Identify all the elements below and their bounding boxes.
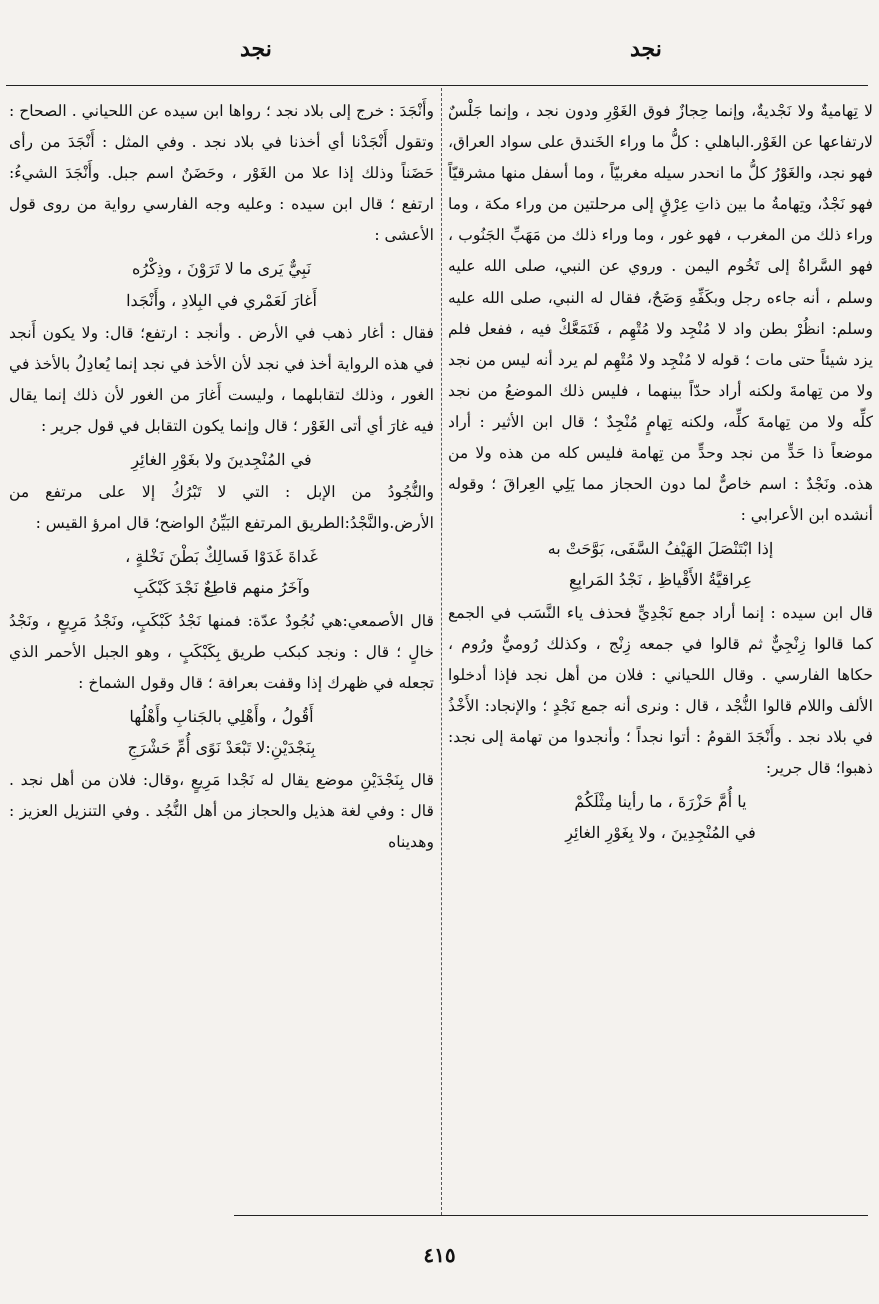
paragraph: قال بِنَجْدَيْنِ موضع يقال له نَجْدا مَرِيعٍ ،وقال: فلان من أهل نجد . قال : وفي لغة هذيل والحجاز من أهل النُّجُد . وفي التنزيل العزيز : وهديناه <box>9 770 434 852</box>
header-right: نجد <box>630 36 662 62</box>
header-left: نجد <box>240 36 272 62</box>
verse <box>448 786 873 848</box>
left-column <box>9 96 434 858</box>
column-separator <box>441 88 442 1215</box>
page-number: ٤١٥ <box>423 1243 456 1267</box>
verse-line: وآخَرُ منهم قاطِعٌ نَجْدَ كَبْكَبِ <box>133 578 310 598</box>
verse-line: نَبِيٌّ يَرى ما لا تَرَوْنَ ، وذِكْرُه <box>131 259 312 279</box>
verse <box>448 533 873 595</box>
verse <box>9 541 434 603</box>
paragraph: قال ابن سيده : إنما أراد جمع نَجْدِيٍّ فحذف ياء النَّسَب في الجمع كما قالوا زِنْجِيٌّ ثم قالوا في جمعه زِنْج ، وكذلك رُوميٌّ ورُوم ، حكاها الفارسي . وقال اللحياني : فلان من أهل نجد فإذا أدخلوا الألف واللام قالوا النُّجْد ، قال : ونرى أنه جمع نَجْدٍ ؛ والإنجاد: الأَخْذُ في بلاد نجد . وأَنْجَدَ القومُ : أتوا نجداً ؛ وأنجدوا من تهامة إلى نجد: ذهبوا؛ قال جرير: <box>448 603 873 777</box>
verse-line: إذا ابْتَنْصَلَ الهَيْفُ السَّفَى، بَوَّحَتْ به <box>547 539 774 559</box>
paragraph: والنُّجُودُ من الإبل : التي لا تَبْرُكُ إلا على مرتفع من الأرض.والنَّجْدُ:الطريق المرتفع البَيِّنُ الواضح؛ قال امرؤ القيس : <box>9 483 434 533</box>
verse-line: غَداةَ غَدَوْا فَسالِكٌ بَطْنَ نَخْلةٍ ، <box>125 547 318 567</box>
verse-line: في المُنْجِدينَ ولا بغَوْرِ الغائِرِ <box>131 450 312 470</box>
verse-line: أَغارَ لَعَمْري في البِلادِ ، وأَنْجَدا <box>126 290 317 310</box>
verse <box>9 253 434 315</box>
verse-line: عِراقيَّةُ الأَقْياظِ ، نَجْدُ المَرابِعِ <box>568 570 753 590</box>
verse <box>9 701 434 763</box>
verse <box>9 444 434 475</box>
paragraph: قال الأصمعي:هي نُجُودٌ عدّة: فمنها نَجْدُ كَبْكَبٍ، ونَجْدُ مَرِيعٍ ، ونَجْدُ خالٍ ؛ قال : ونجد كبكب طريق بِكَبْكَبٍ ، وهو الجبل الأحمر الذي تجعله في ظهرك إذا وقفت بعرافة ؛ قال وقول الشماخ : <box>9 611 434 692</box>
verse-line: أَقُولُ ، وأَهْلِي بالجَنابِ وأَهْلُها <box>129 706 314 726</box>
verse-line: بِنَجْدَيْنِ:لا تَبْعَدْ نَوًى أُمِّ حَشْرَجِ <box>127 737 316 757</box>
verse-line: يا أُمَّ حَزْرَةَ ، ما رأينا مِثْلَكُمْ <box>574 792 747 812</box>
paragraph: لا تِهاميةٌ ولا نَجْديةٌ، وإنما حِجازٌ فوق الغَوْرِ ودون نجد ، وإنما جَلْسٌ لارتفاعها عن الغَوْر.الباهلي : كلُّ ما وراء الخَندق على سواد العراق، فهو نجد، والغَوْرُ كلُّ ما انحدر سيله مغربيّاً ، وما أسفل منها مشرقيّاً فهو نَجْدٌ، وتِهامةُ ما بين ذاتِ عِرْقٍ إلى مرحلتين من وراء مكة ، وما وراء ذلك من المغرب ، فهو غور ، وما وراء ذلك من مَهَبِّ الجَنُوب ، فهو السَّراةُ إلى تَخُوم اليمن . وروي عن النبي، صلى الله عليه وسلم ، أنه جاءه رجل وبكَفِّهِ وَضَحٌ، فقال له النبي، صلى الله عليه وسلم: انظُرْ بطن واد لا مُنْجِد ولا مُتْهِم ، فَتَمَعَّكْ فيه ، ففعل فلم يزد شيئاً حتى مات ؛ قوله لا مُنْجِد ولا مُتْهِم لم يرد أنه ليس من نجد ولا من تِهامةَ ولكنه أراد حدّاً بينهما ، فليس ذلك الموضعُ من نجد كلِّه ولا من تِهامةَ كلِّه، ولكنه تِهامٍ مُنْجِدٌ ؛ قال ابن الأثير : أراد موضعاً ذا حَدٍّ من نجد وحدٍّ من تِهامة فليس كله من هذه ولا من هذه. ونَجْدٌ : اسم خاصٌّ لما دون الحجاز مما يَلِي العِراقَ ؛ وقوله أنشده ابن الأعرابي : <box>448 102 873 525</box>
paragraph: فقال : أغار ذهب في الأرض . وأنجد : ارتفع؛ قال: ولا يكون أَنجد في هذه الرواية أخذ في نجد لأن الأخذ في نجد إنما يُعادِلُ بالأخذ في الغور ، وذلك لتقابلهما ، وليست أَغارَ من الغور لأن ذلك إنما يقال فيه غارَ أي أتى الغَوْر ؛ قال وإنما يكون التقابل في قول جرير : <box>9 323 434 435</box>
verse-line: في المُنْجِدِينَ ، ولا بِغَوْرِ الغائِرِ <box>565 823 756 843</box>
paragraph: وأَنْجَدَ : خرج إلى بلاد نجد ؛ رواها ابن سيده عن اللحياني . الصحاح : وتقول أَنْجَدْنا أي أخذنا في بلاد نجد . وفي المثل : أَنْجَدَ من رأى حَضَناً وذلك إذا علا من الغَوْر ، وحَضَنٌ اسم جبل. وأَنْجَدَ الشيءُ: ارتفع ؛ قال ابن سيده : وعليه وجه الفارسي رواية من روى قول الأعشى : <box>9 102 434 245</box>
bottom-rule <box>234 1215 868 1216</box>
top-rule <box>6 85 868 86</box>
right-column <box>448 96 873 850</box>
